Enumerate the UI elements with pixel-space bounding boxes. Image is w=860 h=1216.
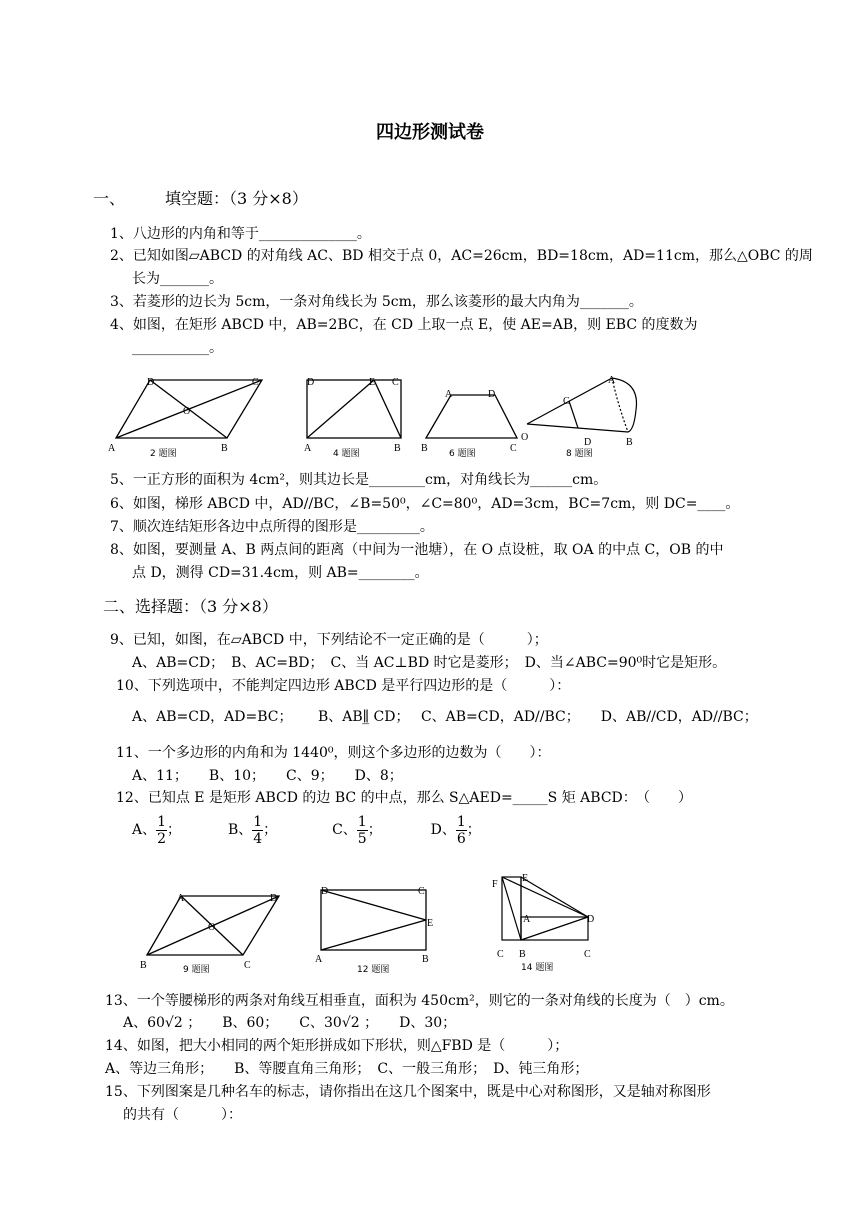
question-2-line-1: 2、已知如图▱ABCD 的对角线 AC、BD 相交于点 0，AC=26cm，BD=18cm，AD=11cm，那么△OBC 的周 xyxy=(110,248,813,264)
fig4-label-c: C xyxy=(392,377,399,388)
fig9-caption: 9 题图 xyxy=(183,965,210,975)
section-1-heading: 填空题：（3 分×8） xyxy=(165,189,308,208)
fig14-label-d: D xyxy=(587,914,595,925)
fig6-caption: 6 题图 xyxy=(449,449,476,459)
fig14-label-c-left: C xyxy=(497,949,504,960)
question-3: 3、若菱形的边长为 5cm，一条对角线长为 5cm，那么该菱形的最大内角为_______。 xyxy=(110,294,643,310)
fig8-label-d: D xyxy=(584,437,592,448)
question-14-options: A、等边三角形； B、等腰直角三角形； C、一般三角形； D、钝三角形； xyxy=(105,1061,589,1077)
fig9-label-c: C xyxy=(244,960,251,971)
fig9-label-o: O xyxy=(208,922,216,933)
question-5: 5、一正方形的面积为 4cm²，则其边长是________cm，对角线长为______cm。 xyxy=(110,472,608,488)
fig14-label-b: B xyxy=(519,949,526,960)
fig9-label-b: B xyxy=(140,960,147,971)
fig6-label-c: C xyxy=(510,443,517,454)
fig2-label-o: O xyxy=(183,406,191,417)
fig6-label-a: A xyxy=(445,389,453,400)
question-9: 9、已知，如图，在▱ABCD 中，下列结论不一定正确的是（ ）； xyxy=(110,632,548,648)
fig4-label-d: D xyxy=(307,377,315,388)
fraction-1-4: $\frac{1}{4}$ xyxy=(253,813,263,847)
fig12-label-a: A xyxy=(315,954,323,965)
fig9-label-d: D xyxy=(270,893,278,904)
fig8-caption: 8 题图 xyxy=(566,449,593,459)
fraction-1-6: $\frac{1}{6}$ xyxy=(456,813,466,847)
fig14-label-c-right: C xyxy=(584,949,591,960)
fig4-caption: 4 题图 xyxy=(333,449,360,459)
fig4-label-e: E xyxy=(369,377,376,388)
fig4-label-a: A xyxy=(304,443,312,454)
question-10-options: A、AB=CD，AD=BC； B、AB∥̲ CD； C、AB=CD，AD//BC； D、AB//CD，AD//BC； xyxy=(132,709,758,725)
figure-14 xyxy=(502,877,588,940)
fig8-label-o: O xyxy=(521,432,529,443)
question-13: 13、一个等腰梯形的两条对角线互相垂直，面积为 450cm²，则它的一条对角线的长度为（ ）cm。 xyxy=(105,993,734,1009)
fig12-caption: 12 题图 xyxy=(357,965,390,975)
fig12-label-b: B xyxy=(422,954,429,965)
fig8-label-c: C xyxy=(563,396,570,407)
question-11-options: A、11； B、10； C、9； D、8； xyxy=(132,768,403,784)
section-2-heading: 二、选择题：（3 分×8） xyxy=(103,597,278,616)
fig6-label-d: D xyxy=(488,389,496,400)
fig14-label-a: A xyxy=(523,914,531,925)
question-11: 11、一个多边形的内角和为 1440⁰，则这个多边形的边数为（ ）： xyxy=(116,745,551,761)
question-8-line-2: 点 D，测得 CD=31.4cm，则 AB=________。 xyxy=(132,565,429,581)
question-15-line-1: 15、下列图案是几种名车的标志，请你指出在这几个图案中，既是中心对称图形，又是轴对称图形 xyxy=(105,1084,711,1100)
question-9-options: A、AB=CD； B、AC=BD； C、当 AC⊥BD 时它是菱形； D、当∠ABC=90⁰时它是矩形。 xyxy=(132,655,727,671)
fig12-label-c: C xyxy=(418,886,425,897)
fig2-label-b: B xyxy=(221,443,228,454)
fig14-label-f: F xyxy=(492,879,498,890)
question-1: 1、八边形的内角和等于______________。 xyxy=(110,226,371,242)
fig4-label-b: B xyxy=(394,443,401,454)
question-4-line-1: 4、如图，在矩形 ABCD 中，AB=2BC，在 CD 上取一点 E，使 AE=AB，则 EBC 的度数为 xyxy=(110,317,698,333)
page-title: 四边形测试卷 xyxy=(376,122,484,143)
fig8-label-a: A xyxy=(608,375,616,386)
question-12-options: A、 $\frac{1}{2}$ ； B、 $\frac{1}{4}$ ； C、 $\frac{1}{5}$ ； D、 $\frac{1}{6}$ ； xyxy=(132,813,481,847)
question-2-line-2: 长为_______。 xyxy=(132,271,223,287)
question-13-options: A、60√2 ； B、60； C、30√2 ； D、30； xyxy=(123,1015,457,1031)
fig12-label-d: D xyxy=(321,886,329,897)
fraction-1-5: $\frac{1}{5}$ xyxy=(357,813,367,847)
fig9-label-a: A xyxy=(177,893,185,904)
question-14: 14、如图，把大小相同的两个矩形拼成如下形状，则△FBD 是（ ）； xyxy=(105,1038,569,1054)
fig2-label-d: D xyxy=(147,377,155,388)
section-1-number: 一、 xyxy=(93,189,126,208)
question-7: 7、顺次连结矩形各边中点所得的图形是_________。 xyxy=(110,519,434,535)
fraction-1-2: $\frac{1}{2}$ xyxy=(157,813,167,847)
fig12-label-e: E xyxy=(427,918,434,929)
fig14-label-e: E xyxy=(522,873,529,884)
question-4-line-2: ___________。 xyxy=(132,340,223,356)
figure-12 xyxy=(321,890,426,950)
fig2-label-c: C xyxy=(252,377,259,388)
fig2-caption: 2 题图 xyxy=(150,449,177,459)
question-12: 12、已知点 E 是矩形 ABCD 的边 BC 的中点，那么 S△AED=_____S 矩 ABCD： xyxy=(116,790,637,806)
fig8-label-b: B xyxy=(626,437,633,448)
question-6: 6、如图，梯形 ABCD 中，AD//BC，∠B=50⁰，∠C=80⁰，AD=3cm，BC=7cm，则 DC=____。 xyxy=(110,496,740,512)
question-15-line-2: 的共有（ ）： xyxy=(123,1107,242,1123)
question-10: 10、下列选项中，不能判定四边形 ABCD 是平行四边形的是（ ）： xyxy=(116,678,571,694)
question-8-line-1: 8、如图，要测量 A、B 两点间的距离（中间为一池塘），在 O 点设桩，取 OA 的中点 C，OB 的中 xyxy=(110,542,724,558)
question-12-answer-paren: （ ） xyxy=(636,790,692,806)
fig14-caption: 14 题图 xyxy=(521,963,554,973)
fig6-label-b: B xyxy=(421,443,428,454)
fig2-label-a: A xyxy=(108,443,116,454)
